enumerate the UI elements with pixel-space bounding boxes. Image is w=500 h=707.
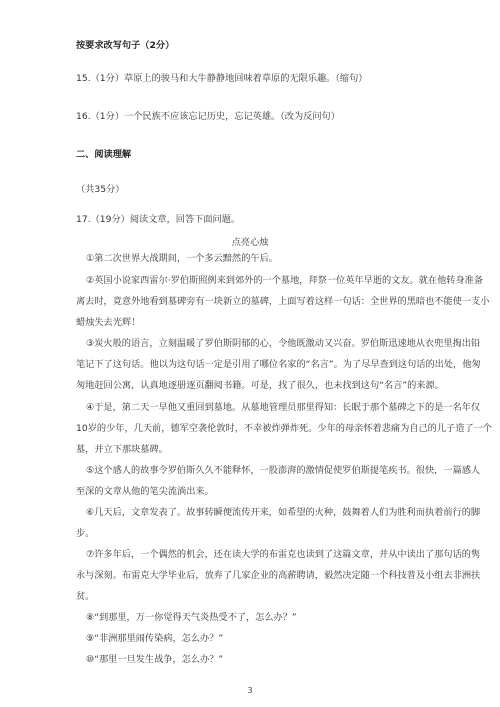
- paragraph-line: 笔记下了这句话。他以为这句话一定是引用了哪位名家的“名言”。为了尽早查到这句话的出处，他匆: [76, 359, 481, 370]
- paragraph-line: 至深的文章从他的笔尖流淌出来。: [76, 486, 214, 497]
- paragraph-line: ⑥几天后，文章发表了。故事转瞬便流传开来，如希望的火种，鼓舞着人们为胜利而执着前行的脚: [86, 507, 481, 518]
- paragraph-line: 离去时，竟意外地看到墓碑旁有一块新立的墓碑，上面写着这样一句话：全世界的黑暗也不能使一支小: [76, 296, 490, 307]
- question-16: 16.（1分）一个民族不应该忘记历史，忘记英雄。（改为反问句）: [76, 111, 340, 122]
- paragraph-line: ④于是，第二天一早他又重回到墓地。从墓地管理员那里得知：长眠于那个墓碑之下的是一名年仅: [86, 402, 481, 413]
- page-number: 3: [247, 686, 253, 695]
- paragraph-line: 10岁的少年，几天前，德军空袭伦敦时，不幸被炸弹炸死。少年的母亲怀着悲痛为自己的儿子造了一个: [76, 423, 492, 434]
- rewrite-heading: 按要求改写句子（2分）: [76, 40, 175, 51]
- paragraph-7: [76, 544, 481, 607]
- paragraph-line: ③炭火般的语言，立刻温暖了罗伯斯阴郁的心，令他既激动又兴奋。罗伯斯迅速地从衣兜里掏出铅: [86, 338, 481, 349]
- question-15: 15.（1分）草原上的骏马和大牛静静地回味着草原的无限乐趣。（缩句）: [76, 73, 368, 84]
- paragraph-2: [76, 270, 490, 333]
- paragraph-line: 蜡烛失去光辉！: [76, 317, 141, 328]
- quote-line: ⑨“非洲那里闹传染病，怎么办？”: [86, 633, 224, 644]
- quote-line: ⑧“到那里，万一你觉得天气炎热受不了，怎么办？”: [86, 612, 297, 623]
- quote-list: [76, 607, 481, 670]
- paragraph-line: 永与深刻。布雷克大学毕业后，放弃了几家企业的高薪聘请，毅然决定随一个科技普及小组去非洲扶: [76, 570, 481, 581]
- paragraph-1: [76, 248, 481, 269]
- paragraph-6: [76, 502, 481, 544]
- quote-line: ⑩“那里一旦发生战争，怎么办？”: [86, 654, 224, 665]
- total-points: （共35分）: [76, 184, 125, 195]
- question-17: 17.（19分）阅读文章，回答下面问题。: [76, 214, 241, 225]
- paragraph-5: [76, 460, 481, 502]
- paragraph-line: 步。: [76, 528, 95, 539]
- paragraph-line: 墓，并立下那块墓碑。: [76, 444, 168, 455]
- paragraph-line: 贫。: [76, 591, 95, 602]
- paragraph-line: 匆地赶回公寓，认真地逐册逐页翻阅书籍。可是，找了很久，也未找到这句“名言”的来源。: [76, 380, 444, 391]
- paragraph-line: ①第二次世界大战期间，一个多云黯然的午后。: [86, 253, 278, 264]
- paragraph-line: ⑤这个感人的故事令罗伯斯久久不能释怀，一股澎湃的激情促使罗伯斯提笔疾书。很快，一篇感人: [86, 465, 481, 476]
- article-title: 点亮心烛: [231, 237, 269, 248]
- paragraph-4: [76, 397, 492, 460]
- paragraph-line: ②英国小说家西雷尔·罗伯斯照例来到郊外的一个墓地，拜祭一位英年早逝的文友。就在他转身准备: [86, 275, 484, 286]
- paragraph-line: ⑦许多年后，一个偶然的机会，还在读大学的布雷克也读到了这篇文章，并从中读出了那句话的隽: [86, 549, 481, 560]
- section-reading-heading: 二、阅读理解: [76, 149, 132, 160]
- paragraph-3: [76, 333, 481, 396]
